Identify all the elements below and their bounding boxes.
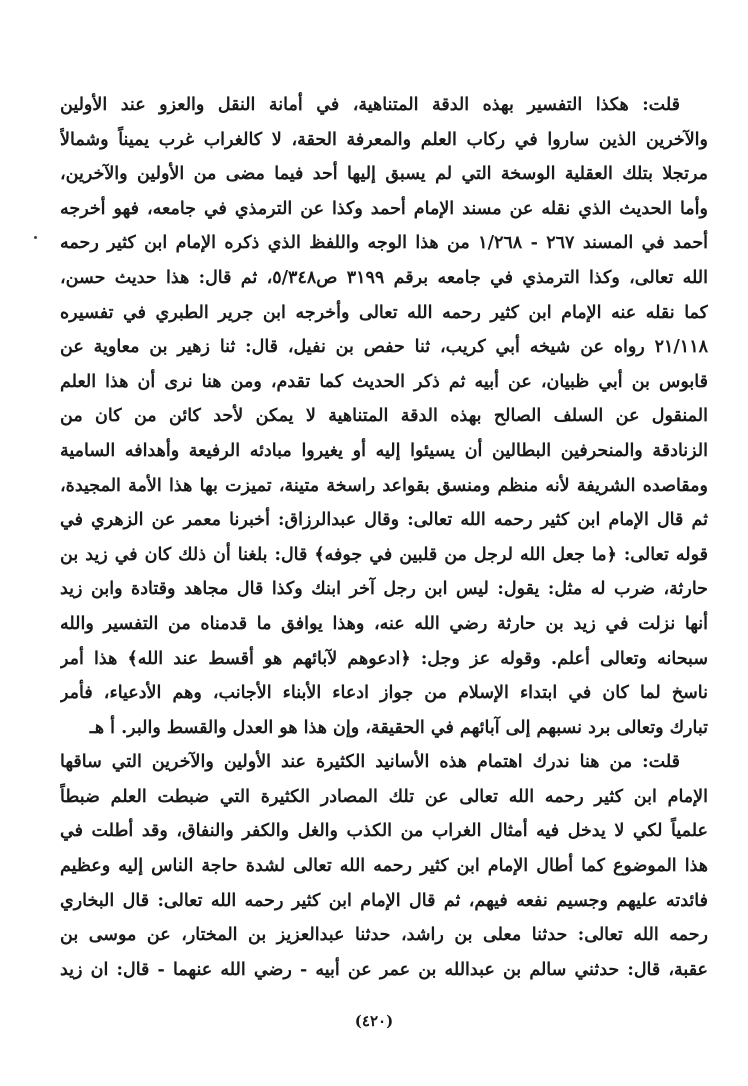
text-line: ثم قال الإمام ابن كثير رحمه الله تعالى: وقال عبدالرزاق: أخبرنا معمر عن الزهري في [60,510,708,531]
text-line: قوله تعالى: ﴿ما جعل الله لرجل من قلبين في جوفه﴾ قال: بلغنا أن ذلك كان في زيد بن [60,544,708,565]
text-line: الإمام ابن كثير رحمه الله تعالى عن تلك المصادر الكثيرة التي ضبطت العلم ضبطاً [60,786,708,807]
text-line: المنقول عن السلف الصالح بهذه الدقة المتناهية لا يمكن لأحد كائن من كان من [60,406,708,427]
text-line: قلت: هكذا التفسير بهذه الدقة المتناهية، في أمانة النقل والعزو عند الأولين [60,95,680,115]
text-line: الله تعالى، وكذا الترمذي في جامعه برقم ٣١٩٩ ص٥/٣٤٨، ثم قال: هذا حديث حسن، [60,267,708,288]
text-line: رحمه الله تعالى: حدثنا معلى بن راشد، حدثنا عبدالعزيز بن المختار، عن موسى بن [60,925,708,946]
text-line: كما نقله عنه الإمام ابن كثير رحمه الله تعالى وأخرجه ابن جرير الطبري في تفسيره [60,302,708,323]
text-line: والآخرين الذين ساروا في ركاب العلم والمعرفة الحقة، لا كالغراب غرب يميناً وشمالاً [60,129,708,150]
page-number: (٤٢٠) [354,1012,394,1030]
text-line: مرتجلا بتلك العقلية الوسخة التي لم يسبق إليها أحد فيما مضى من الأولين والآخرين، [60,164,708,185]
text-line: أنها نزلت في زيد بن حارثة رضي الله عنه، وهذا يوافق ما قدمناه من التفسير والله [60,613,708,634]
margin-dot [34,236,37,239]
text-line: الزنادقة والمنحرفين البطالين أن يسيئوا إليه أو يغيروا مبادئه الرفيعة وأهدافه السامية [60,440,708,461]
text-line: وأما الحديث الذي نقله عن مسند الإمام أحمد وكذا عن الترمذي في جامعه، فهو أخرجه [60,198,708,219]
text-line: ناسخ لما كان في ابتداء الإسلام من جواز ادعاء الأبناء الأجانب، وهم الأدعياء، فأمر [60,683,708,704]
text-line: حارثة، ضرب له مثل: يقول: ليس ابن رجل آخر ابنك وكذا قال مجاهد وقتادة وابن زيد [60,579,708,600]
text-line: تبارك وتعالى برد نسبهم إلى آبائهم في الحقيقة، وإن هذا هو العدل والقسط والبر. أ هـ [89,717,708,738]
text-line: ومقاصده الشريفة لأنه منظم ومنسق بقواعد راسخة متينة، تميزت بها هذا الأمة المجيدة، [60,475,708,496]
text-line: أحمد في المسند ٢٦٧ - ١/٢٦٨ من هذا الوجه واللفظ الذي ذكره الإمام ابن كثير رحمه [60,233,708,254]
text-line: سبحانه وتعالى أعلم. وقوله عز وجل: ﴿ادعوهم لآبائهم هو أقسط عند الله﴾ هذا أمر [60,648,708,669]
text-line: قلت: من هنا ندرك اهتمام هذه الأسانيد الكثيرة عند الأولين والآخرين التي ساقها [60,752,680,773]
text-line: هذا الموضوع كما أطال الإمام ابن كثير رحمه الله تعالى لشدة حاجة الناس إليه وعظيم [60,856,708,877]
body-text [60,88,708,987]
text-line: ٢١/١١٨ رواه عن شيخه أبي كريب، ثنا حفص بن نفيل، قال: ثنا زهير بن معاوية عن [60,337,708,358]
text-line: فائدته عليهم وجسيم نفعه فيهم، ثم قال الإمام ابن كثير رحمه الله تعالى: قال البخاري [60,890,708,911]
text-line: قابوس بن أبي ظبيان، عن أبيه ثم ذكر الحديث كما تقدم، ومن هنا نرى أن هذا العلم [60,371,708,392]
text-line: علمياً لكي لا يدخل فيه أمثال الغراب من الكذب والغل والكفر والنفاق، وقد أطلت في [60,821,708,842]
text-line: عقبة، قال: حدثني سالم بن عبدالله بن عمر عن أبيه - رضي الله عنهما - قال: ان زيد [60,959,708,980]
